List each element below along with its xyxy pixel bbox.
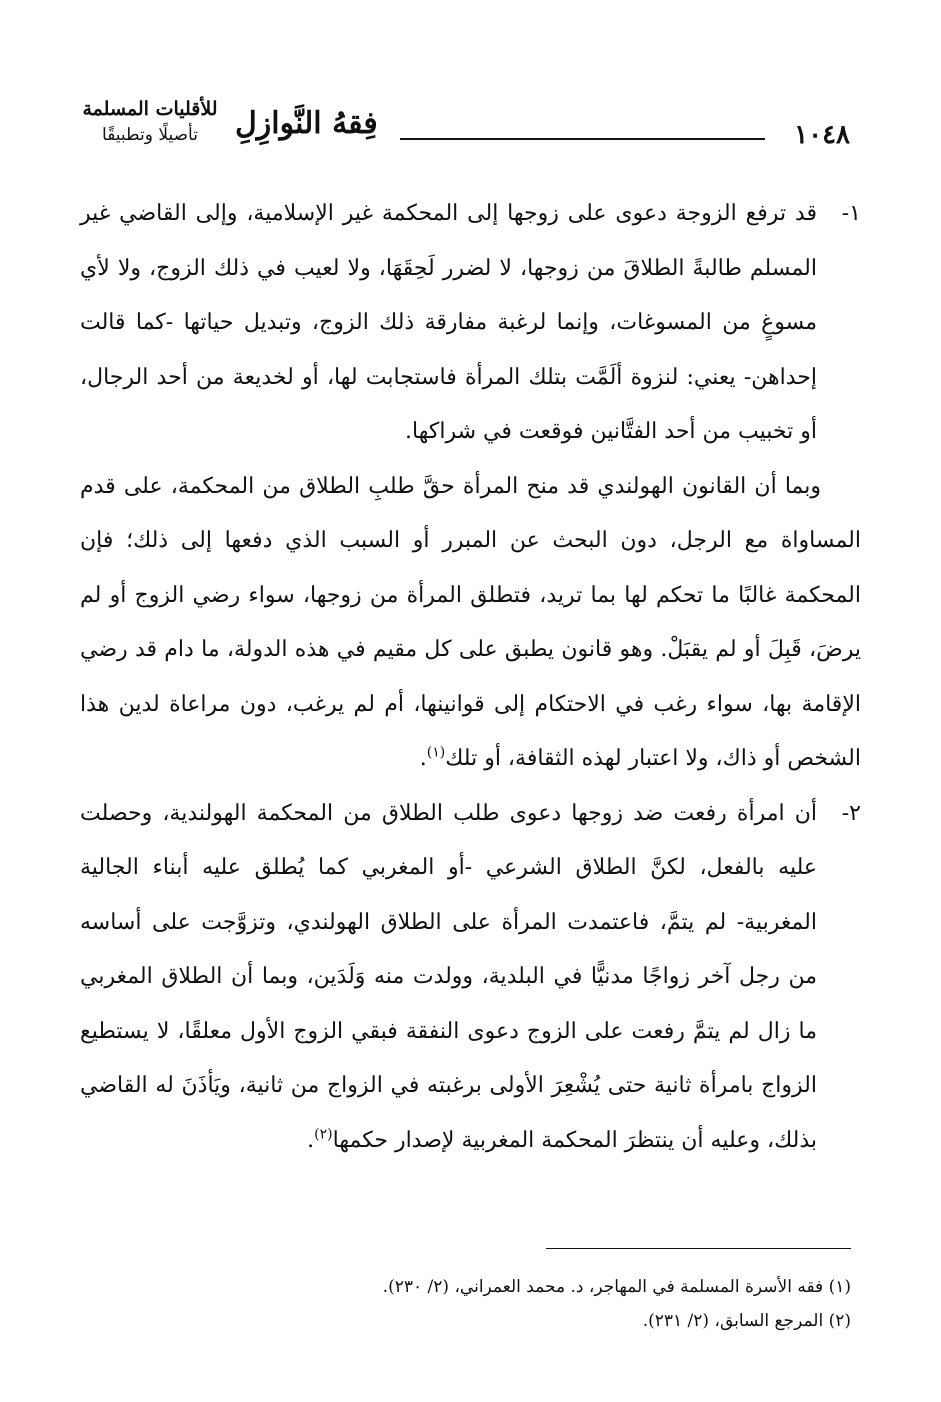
footnote-1: (١) فقه الأسرة المسلمة في المهاجر، د. محمد العمراني، (٢/ ٢٣٠). xyxy=(382,1277,851,1297)
list-item-1 xyxy=(80,187,861,460)
main-text xyxy=(80,187,861,1168)
book-subtitle: للأقليات المسلمة xyxy=(82,98,218,120)
footnote-rule xyxy=(546,1248,851,1249)
list-item-2 xyxy=(80,787,861,1169)
list-item-number: ١- xyxy=(841,201,861,226)
list-item-number: ٢- xyxy=(841,800,861,826)
header-rule xyxy=(400,138,765,140)
footnote-ref-2: (٢) xyxy=(314,1126,333,1143)
paragraph-end: . xyxy=(419,746,427,771)
paragraph-text: وبما أن القانون الهولندي قد منح المرأة حقَّ طلبِ الطلاق من المحكمة، على قدم المساواة مع الرجل، دون البحث عن المبرر أو السبب الذي دفعها إلى ذلك؛ فإن المحكمة غالبًا ما تحكم لها بما تريد، فتطلق المرأة من زوجها، سواء رضي الزوج أو لم يرضَ، قَبِلَ أو لم يقبَلْ. وهو قانون يطبق على كل مقيم في هذه الدولة، ما دام قد رضي الإقامة بها، سواء رغب في الاحتكام إلى قوانينها، أم لم يرغب، دون مراعاة لدين هذا الشخص أو ذاك، ولا اعتبار لهذه الثقافة، أو تلك xyxy=(80,473,861,771)
list-item-text: أن امرأة رفعت ضد زوجها دعوى طلب الطلاق من المحكمة الهولندية، وحصلت عليه بالفعل، لكنَّ الطلاق الشرعي -أو المغربي كما يُطلق عليه أبناء الجالية المغربية- لم يتمَّ، فاعتمدت المرأة على الطلاق الهولندي، وتزوَّجت على أساسه من رجل آخر زواجًا مدنيًّا في البلدية، وولدت منه وَلَدَين، وبما أن الطلاق المغربي ما زال لم يتمَّ رفعت على الزوج دعوى النفقة فبقي الزوج الأول معلقًا، لا يستطيع الزواج بامرأة ثانية حتى يُشْعِرَ الأولى برغبته في الزواج من ثانية، ويَأذَنَ له القاضي بذلك، وعليه أن ينتظرَ المحكمة المغربية لإصدار حكمها xyxy=(80,800,817,1153)
body-paragraph xyxy=(80,460,861,787)
book-title: فِقهُ النَّوازِلِ xyxy=(235,106,378,141)
list-item-end: . xyxy=(307,1127,315,1153)
footnote-ref-1: (١) xyxy=(426,744,446,761)
book-subtitle-2: تأصيلًا وتطبيقًا xyxy=(102,125,198,145)
page-number: ١٠٤٨ xyxy=(794,120,850,150)
footnotes xyxy=(120,1270,851,1338)
page-header xyxy=(60,92,850,162)
book-subtitle-block xyxy=(70,96,230,148)
list-item-text: قد ترفع الزوجة دعوى على زوجها إلى المحكمة غير الإسلامية، وإلى القاضي غير المسلم طالبةً الطلاقَ من زوجها، لا لضرر لَحِقَهَا، ولا لعيب في ذلك الزوج، ولا لأي مسوغٍ من المسوغات، وإنما لرغبة مفارقة ذلك الزوج، وتبديل حياتها -كما قالت إحداهن- يعني: لنزوة ألَمَّت بتلك المرأة فاستجابت لها، أو لخديعة من أحد الرجال، أو تخبيب من أحد الفتَّانين فوقعت في شراكها. xyxy=(80,201,817,444)
footnote-2: (٢) المرجع السابق، (٢/ ٢٣١). xyxy=(642,1311,851,1331)
